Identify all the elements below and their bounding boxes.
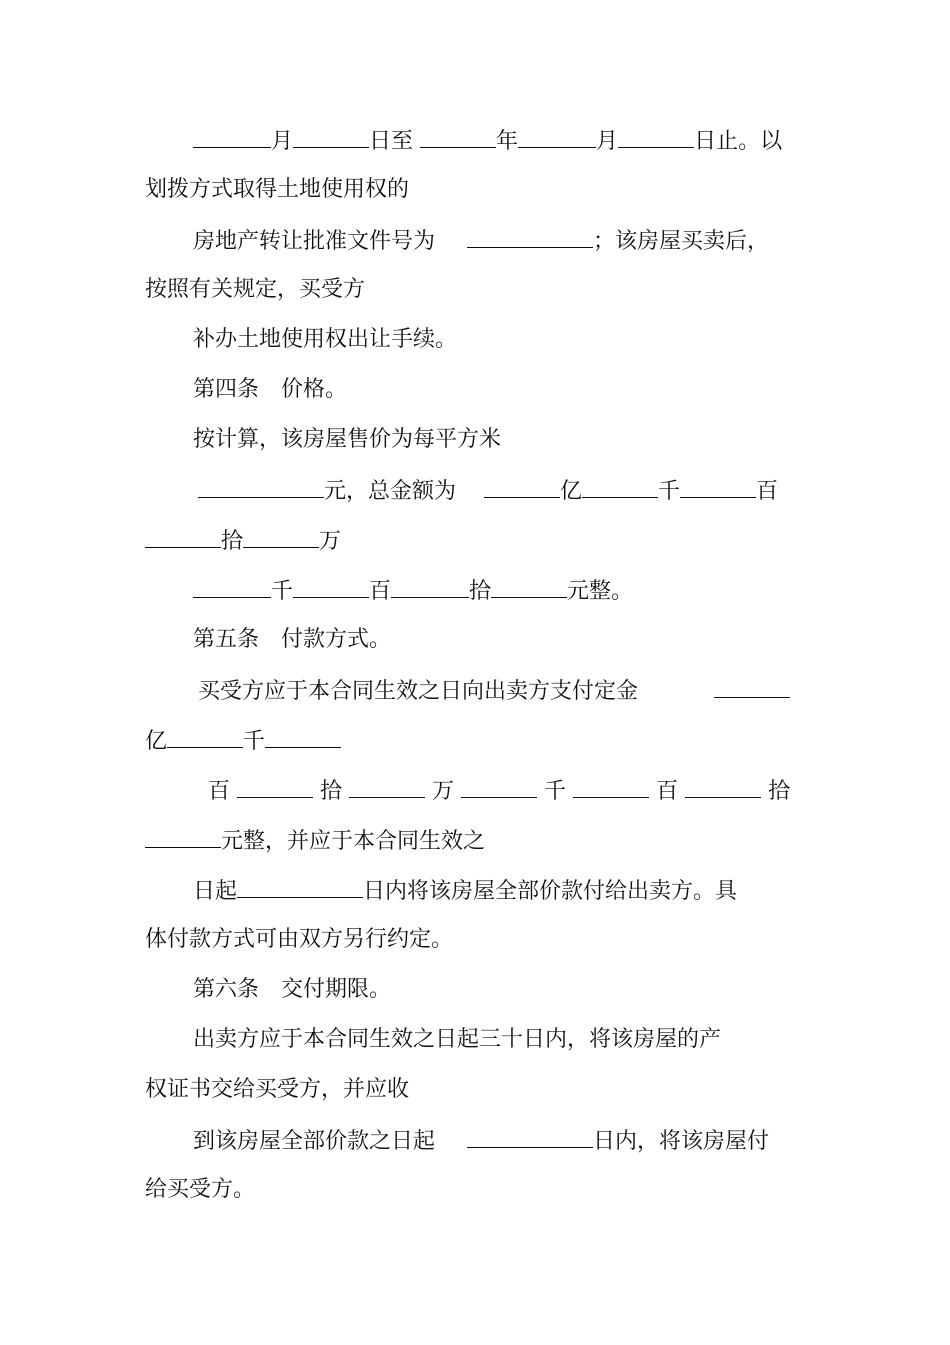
blank-field[interactable] [145, 825, 221, 848]
blank-field[interactable] [618, 125, 694, 148]
text-line: 权证书交给买受方，并应收 [145, 1077, 410, 1102]
text: 日起 [193, 879, 238, 904]
blank-field[interactable] [680, 475, 756, 498]
blank-field[interactable] [467, 225, 593, 248]
text-line: 按照有关规定，买受方 [145, 277, 366, 302]
blank-field[interactable] [237, 775, 313, 798]
text-line [145, 725, 341, 757]
text: ；该房屋买卖后， [593, 229, 770, 254]
text: 年 [496, 129, 519, 154]
text: 元整。 [567, 579, 634, 604]
text: 亿 [145, 729, 168, 754]
text: 日至 [369, 129, 414, 154]
text-line [145, 525, 341, 557]
blank-field[interactable] [193, 125, 271, 148]
blank-field[interactable] [293, 125, 369, 148]
blank-field[interactable] [243, 525, 319, 548]
text: 万 [432, 779, 455, 804]
text: 千 [544, 779, 567, 804]
text-line [198, 675, 790, 707]
blank-field[interactable] [420, 125, 496, 148]
blank-field[interactable] [145, 525, 221, 548]
text-line [198, 475, 778, 507]
blank-field[interactable] [265, 725, 341, 748]
blank-field[interactable] [518, 125, 596, 148]
blank-field[interactable] [391, 575, 469, 598]
text-line [193, 575, 633, 607]
text-line [193, 875, 737, 907]
text: 日止。以 [694, 129, 783, 154]
text: 百 [756, 479, 779, 504]
text-line: 补办土地使用权出让手续。 [193, 327, 458, 352]
text: 日内将该房屋全部价款付给出卖方。具 [363, 879, 738, 904]
section-heading: 第四条 价格。 [193, 377, 348, 402]
blank-field[interactable] [573, 775, 649, 798]
text: 万 [319, 529, 342, 554]
text-line: 划拨方式取得土地使用权的 [145, 177, 410, 202]
blank-field[interactable] [484, 475, 560, 498]
text: 月 [271, 129, 294, 154]
text-line: 按计算，该房屋售价为每平方米 [193, 427, 502, 452]
text: 百 [656, 779, 679, 804]
text: 买受方应于本合同生效之日向出卖方支付定金 [198, 679, 639, 704]
blank-field[interactable] [685, 775, 761, 798]
section-heading: 第六条 交付期限。 [193, 977, 392, 1002]
text-line [145, 825, 485, 857]
blank-field[interactable] [491, 575, 567, 598]
text: 百 [369, 579, 392, 604]
text: 拾 [469, 579, 492, 604]
text: 月 [596, 129, 619, 154]
text: 千 [243, 729, 266, 754]
blank-field[interactable] [582, 475, 658, 498]
text: 房地产转让批准文件号为 [193, 229, 436, 254]
blank-field[interactable] [167, 725, 243, 748]
blank-field[interactable] [193, 575, 271, 598]
text: 拾 [320, 779, 343, 804]
text-line [193, 125, 782, 157]
blank-field[interactable] [293, 575, 369, 598]
text: 千 [658, 479, 681, 504]
blank-field[interactable] [714, 675, 790, 698]
text: 到该房屋全部价款之日起 [193, 1129, 436, 1154]
text-line: 出卖方应于本合同生效之日起三十日内，将该房屋的产 [193, 1027, 722, 1052]
blank-field[interactable] [198, 475, 324, 498]
text: 百 [208, 779, 231, 804]
text: 元，总金额为 [324, 479, 457, 504]
blank-field[interactable] [461, 775, 537, 798]
blank-field[interactable] [349, 775, 425, 798]
blank-field[interactable] [467, 1125, 593, 1148]
text-line: 给买受方。 [145, 1177, 256, 1202]
text-line [193, 225, 769, 257]
text: 日内，将该房屋付 [593, 1129, 770, 1154]
text: 元整，并应于本合同生效之 [221, 829, 486, 854]
blank-field[interactable] [237, 875, 363, 898]
section-heading: 第五条 付款方式。 [193, 627, 392, 652]
text: 千 [271, 579, 294, 604]
text-line [193, 1125, 769, 1157]
text: 亿 [560, 479, 583, 504]
text-line: 体付款方式可由双方另行约定。 [145, 927, 454, 952]
text-line [208, 775, 790, 807]
text: 拾 [768, 779, 791, 804]
text: 拾 [221, 529, 244, 554]
